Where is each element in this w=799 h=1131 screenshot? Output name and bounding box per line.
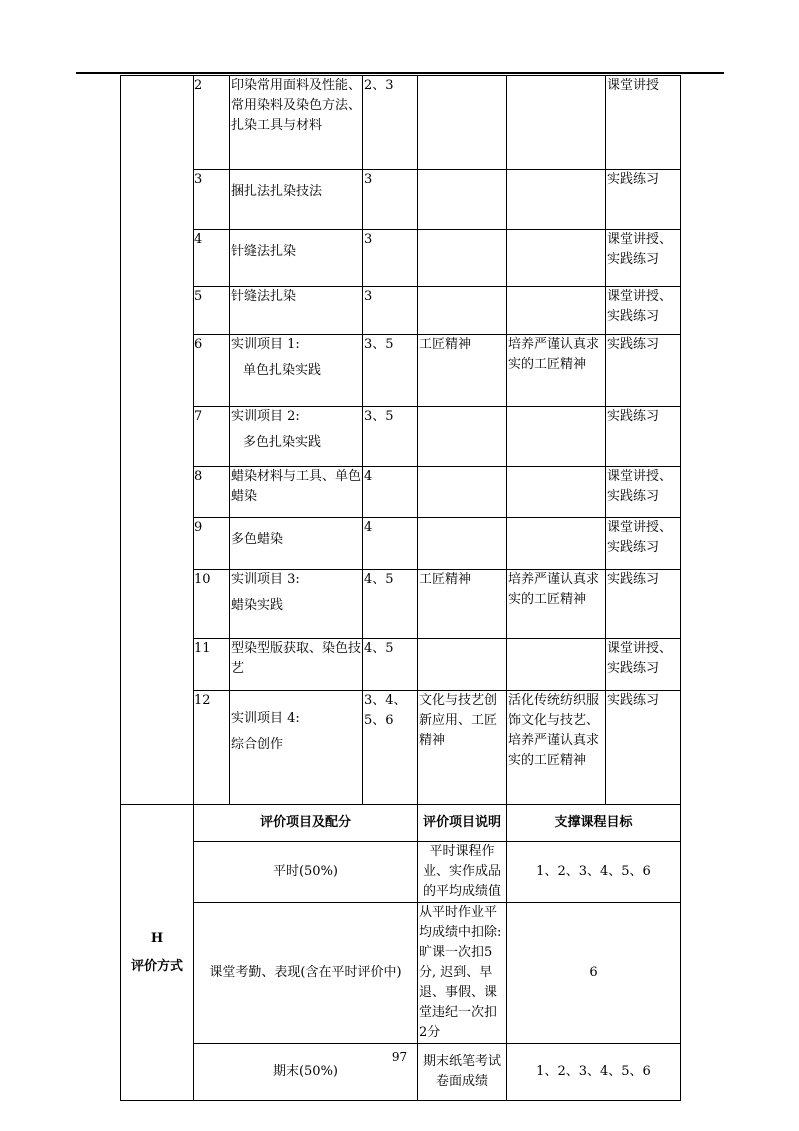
row-method: 实践练习 (606, 691, 681, 805)
row-content-line1: 实训项目 4: (231, 711, 300, 726)
row-content-line1: 实训项目 2: (231, 409, 300, 424)
row-content (230, 691, 363, 805)
row-method: 课堂讲授、实践练习 (606, 467, 681, 518)
row-ideology (418, 518, 507, 570)
evaluation-desc: 从平时作业平均成绩中扣除:旷课一次扣5分, 迟到、早退、事假、课堂违纪一次扣2分 (418, 903, 507, 1044)
evaluation-goals: 1、2、3、4、5、6 (507, 1044, 681, 1101)
evaluation-header-row (121, 805, 681, 842)
row-content (230, 407, 363, 467)
evaluation-row (121, 842, 681, 903)
row-ideology-desc (507, 467, 606, 518)
row-number: 12 (194, 691, 230, 805)
row-content: 蜡染材料与工具、单色蜡染 (230, 467, 363, 518)
row-ideology (418, 76, 507, 170)
header-desc: 评价项目说明 (418, 805, 507, 842)
row-content-line2: 多色扎染实践 (243, 435, 322, 450)
row-goals: 4 (363, 518, 418, 570)
row-goals: 4、5 (363, 639, 418, 691)
row-goals: 2、3 (363, 76, 418, 170)
table-row (121, 76, 681, 170)
row-content-line2: 单色扎染实践 (243, 363, 322, 378)
row-ideology: 文化与技艺创新应用、工匠精神 (418, 691, 507, 805)
row-ideology (418, 287, 507, 335)
row-method: 实践练习 (606, 335, 681, 407)
row-goals: 4、5 (363, 570, 418, 639)
evaluation-row (121, 903, 681, 1044)
row-content: 针缝法扎染 (230, 287, 363, 335)
row-number: 2 (194, 76, 230, 170)
row-ideology-desc (507, 230, 606, 287)
row-method: 实践练习 (606, 570, 681, 639)
row-ideology (418, 407, 507, 467)
table-row (121, 170, 681, 230)
row-number: 7 (194, 407, 230, 467)
row-ideology: 工匠精神 (418, 335, 507, 407)
row-content-line2: 综合创作 (231, 737, 284, 752)
row-content: 捆扎法扎染技法 (230, 170, 363, 230)
row-ideology-desc (507, 407, 606, 467)
row-content: 型染型版获取、染色技艺 (230, 639, 363, 691)
row-method: 课堂讲授、实践练习 (606, 639, 681, 691)
row-number: 9 (194, 518, 230, 570)
row-method: 课堂讲授 (606, 76, 681, 170)
row-ideology-desc (507, 170, 606, 230)
row-content: 多色蜡染 (230, 518, 363, 570)
row-content-line2: 蜡染实践 (231, 598, 284, 613)
row-ideology (418, 467, 507, 518)
row-number: 8 (194, 467, 230, 518)
row-method: 课堂讲授、实践练习 (606, 287, 681, 335)
row-number: 11 (194, 639, 230, 691)
row-ideology-desc (507, 287, 606, 335)
row-content (230, 335, 363, 407)
table-row (121, 467, 681, 518)
evaluation-goals: 1、2、3、4、5、6 (507, 842, 681, 903)
row-ideology (418, 639, 507, 691)
row-goals: 3、5 (363, 407, 418, 467)
row-goals: 3、5 (363, 335, 418, 407)
row-content: 针缝法扎染 (230, 230, 363, 287)
section-label-cell (121, 76, 194, 805)
header-goals: 支撑课程目标 (507, 805, 681, 842)
row-method: 实践练习 (606, 170, 681, 230)
table-row (121, 230, 681, 287)
table-row (121, 287, 681, 335)
table-row (121, 639, 681, 691)
row-number: 6 (194, 335, 230, 407)
row-goals: 3、4、5、6 (363, 691, 418, 805)
row-goals: 4 (363, 467, 418, 518)
row-ideology-desc (507, 518, 606, 570)
evaluation-item: 期末(50%) (194, 1044, 418, 1101)
table-row (121, 518, 681, 570)
section-letter: H (150, 930, 164, 946)
row-content: 印染常用面料及性能、常用染料及染色方法、扎染工具与材料 (230, 76, 363, 170)
row-ideology-desc (507, 76, 606, 170)
evaluation-goals: 6 (507, 903, 681, 1044)
row-goals: 3 (363, 170, 418, 230)
row-number: 5 (194, 287, 230, 335)
course-table (120, 75, 681, 1101)
row-method: 课堂讲授、实践练习 (606, 518, 681, 570)
evaluation-item: 课堂考勤、表现(含在平时评价中) (194, 903, 418, 1044)
row-content-line1: 实训项目 1: (231, 337, 300, 352)
evaluation-item: 平时(50%) (194, 842, 418, 903)
evaluation-desc: 平时课程作业、实作成品的平均成绩值 (418, 842, 507, 903)
row-content (230, 570, 363, 639)
row-number: 3 (194, 170, 230, 230)
table-row (121, 335, 681, 407)
row-content-line1: 实训项目 3: (231, 572, 300, 587)
row-method: 课堂讲授、实践练习 (606, 230, 681, 287)
row-goals: 3 (363, 287, 418, 335)
row-method: 实践练习 (606, 407, 681, 467)
row-ideology: 工匠精神 (418, 570, 507, 639)
row-ideology (418, 170, 507, 230)
row-number: 10 (194, 570, 230, 639)
row-ideology (418, 230, 507, 287)
row-ideology-desc (507, 639, 606, 691)
row-goals: 3 (363, 230, 418, 287)
header-item: 评价项目及配分 (194, 805, 418, 842)
table-row (121, 570, 681, 639)
section-title: 评价方式 (130, 958, 183, 974)
row-ideology-desc: 培养严谨认真求实的工匠精神 (507, 570, 606, 639)
evaluation-desc: 期末纸笔考试卷面成绩 (418, 1044, 507, 1101)
header-rule (76, 72, 724, 74)
row-ideology-desc: 培养严谨认真求实的工匠精神 (507, 335, 606, 407)
table-row (121, 407, 681, 467)
page-number: 97 (391, 1050, 408, 1064)
row-ideology-desc: 活化传统纺织服饰文化与技艺、培养严谨认真求实的工匠精神 (507, 691, 606, 805)
table-row (121, 691, 681, 805)
row-number: 4 (194, 230, 230, 287)
